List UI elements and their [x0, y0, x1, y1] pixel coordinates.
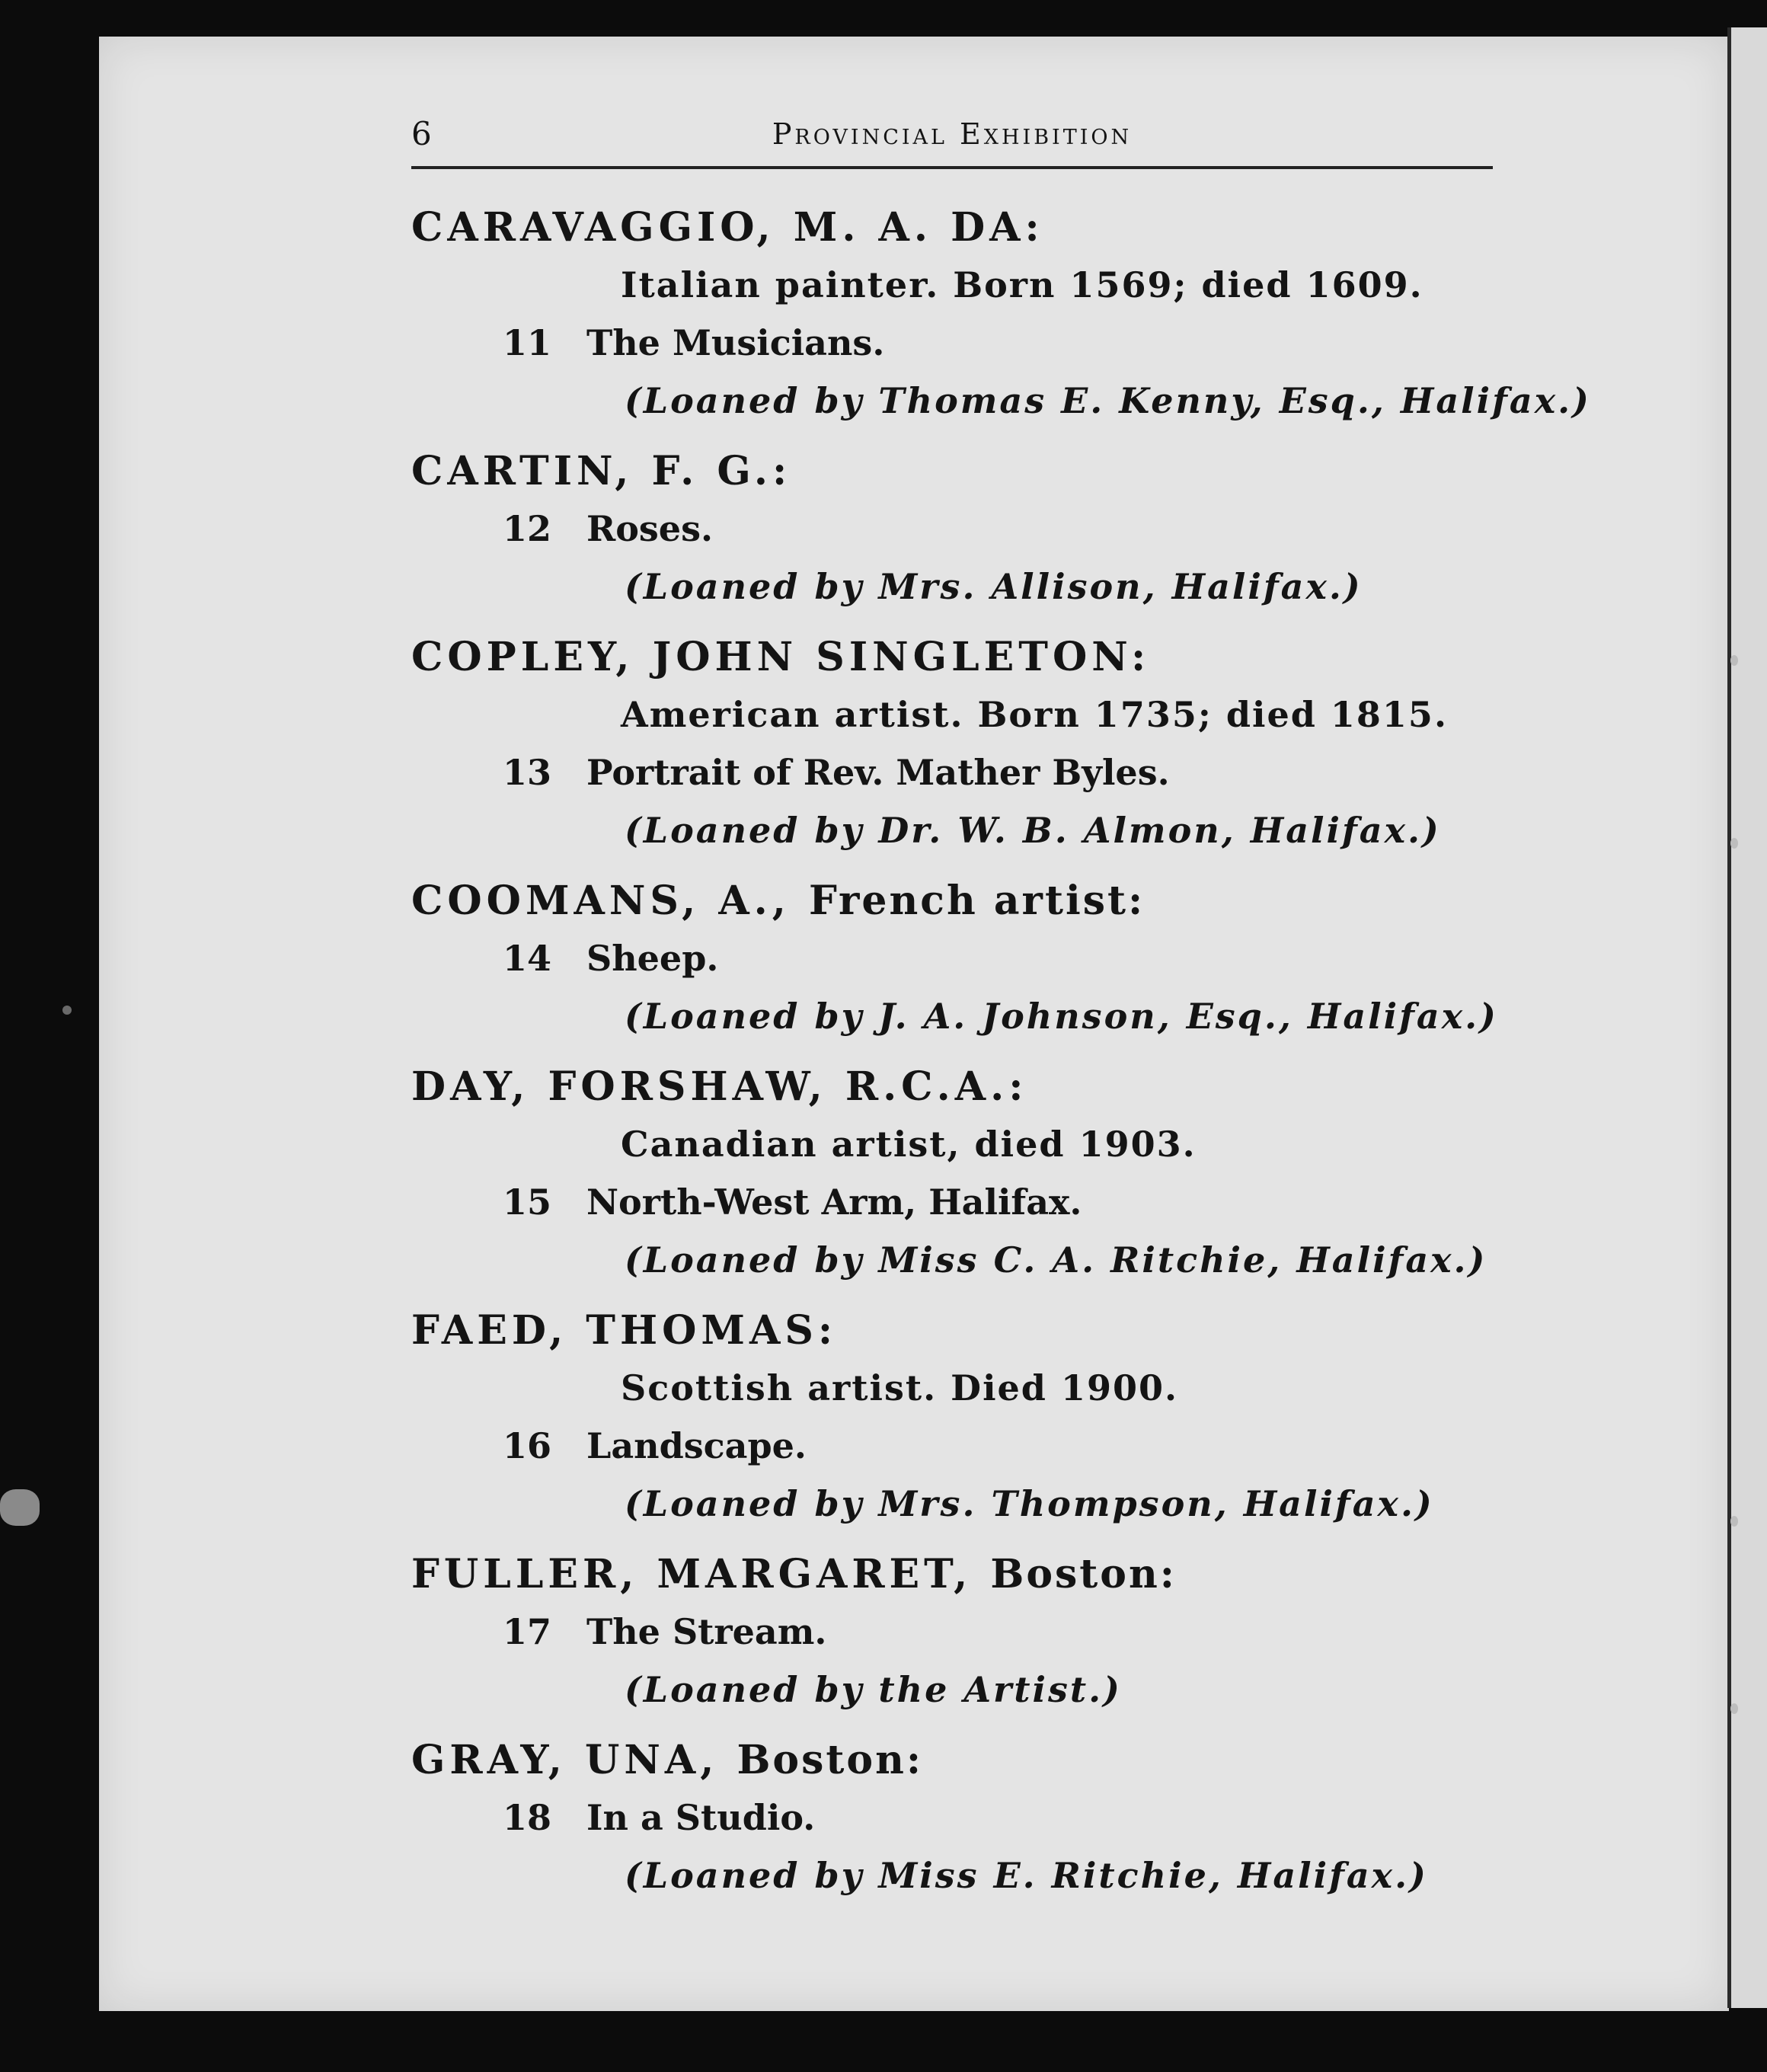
scan-speck	[1730, 1703, 1738, 1714]
catalogue-entry	[411, 443, 1493, 616]
artwork-title: Roses.	[586, 508, 713, 549]
loan-credit: (Loaned by Miss E. Ritchie, Halifax.)	[625, 1855, 1428, 1896]
loan-credit: (Loaned by Thomas E. Kenny, Esq., Halifax.)	[625, 380, 1591, 421]
artwork-title: The Stream.	[586, 1611, 827, 1652]
catalogue-entry	[411, 200, 1591, 430]
artist-heading	[411, 1732, 1493, 1789]
catalogue-number: 18	[503, 1797, 552, 1838]
scan-speck	[1730, 1516, 1738, 1527]
artist-description: Canadian artist, died 1903.	[621, 1124, 1197, 1165]
artist-description: American artist. Born 1735; died 1815.	[621, 694, 1448, 735]
scan-speck	[1730, 655, 1738, 666]
artist-description: Scottish artist. Died 1900.	[621, 1367, 1179, 1409]
artwork-title: Landscape.	[586, 1425, 807, 1466]
artist-origin: Boston:	[737, 1737, 924, 1783]
scan-speck	[62, 1006, 72, 1015]
catalogue-number: 13	[503, 752, 552, 793]
artwork-line	[411, 1173, 1493, 1231]
catalogue-number: 14	[503, 938, 552, 979]
artist-description: Italian painter. Born 1569; died 1609.	[621, 264, 1424, 305]
catalogue-entry	[411, 629, 1493, 859]
artwork-line	[411, 743, 1493, 801]
artist-heading	[411, 873, 1493, 929]
artwork-line	[411, 1603, 1493, 1661]
loan-credit: (Loaned by Mrs. Allison, Halifax.)	[625, 566, 1363, 607]
catalogue-entry	[411, 1059, 1493, 1289]
artist-origin: Boston:	[990, 1551, 1177, 1597]
artist-name: COPLEY, JOHN SINGLETON:	[411, 634, 1151, 680]
scan-speck	[1730, 838, 1738, 849]
catalogue-entries	[411, 200, 1591, 1918]
artwork-title: Portrait of Rev. Mather Byles.	[586, 752, 1170, 793]
catalogue-number: 17	[503, 1611, 552, 1652]
artist-name: GRAY, UNA,	[411, 1737, 719, 1783]
running-head: Provincial Exhibition	[772, 117, 1133, 151]
artwork-title: In a Studio.	[586, 1797, 816, 1838]
artist-name: CARTIN, F. G.:	[411, 448, 792, 494]
artist-origin: French artist:	[809, 878, 1146, 924]
artwork-line	[411, 314, 1493, 372]
scan-speck	[0, 1489, 40, 1526]
catalogue-entry	[411, 1546, 1493, 1719]
catalogue-number: 11	[503, 322, 552, 363]
artwork-line	[411, 929, 1493, 987]
loan-credit: (Loaned by Mrs. Thompson, Halifax.)	[625, 1483, 1434, 1524]
loan-credit: (Loaned by J. A. Johnson, Esq., Halifax.)	[625, 996, 1498, 1037]
artwork-line	[411, 1417, 1493, 1475]
loan-credit: (Loaned by Miss C. A. Ritchie, Halifax.)	[625, 1239, 1487, 1281]
catalogue-entry	[411, 1303, 1493, 1533]
artwork-title: Sheep.	[586, 938, 719, 979]
catalogue-number: 16	[503, 1425, 552, 1466]
catalogue-entry	[411, 1732, 1493, 1904]
artist-heading	[411, 1546, 1493, 1603]
artist-name: DAY, FORSHAW, R.C.A.:	[411, 1063, 1028, 1110]
header-rule	[411, 166, 1493, 169]
artist-name: CARAVAGGIO, M. A. DA:	[411, 204, 1044, 251]
loan-credit: (Loaned by Dr. W. B. Almon, Halifax.)	[625, 810, 1441, 851]
catalogue-entry	[411, 873, 1498, 1045]
page-header	[411, 114, 1493, 168]
loan-credit: (Loaned by the Artist.)	[625, 1669, 1122, 1710]
artist-name: COOMANS, A.,	[411, 878, 791, 924]
catalogue-number: 15	[503, 1181, 552, 1223]
artist-name: FAED, THOMAS:	[411, 1307, 838, 1354]
page-number: 6	[411, 115, 432, 152]
artist-name: FULLER, MARGARET,	[411, 1551, 973, 1597]
catalogue-number: 12	[503, 508, 552, 549]
artwork-line	[411, 500, 1493, 558]
artwork-line	[411, 1789, 1493, 1847]
artwork-title: The Musicians.	[586, 322, 885, 363]
artwork-title: North-West Arm, Halifax.	[586, 1181, 1082, 1223]
